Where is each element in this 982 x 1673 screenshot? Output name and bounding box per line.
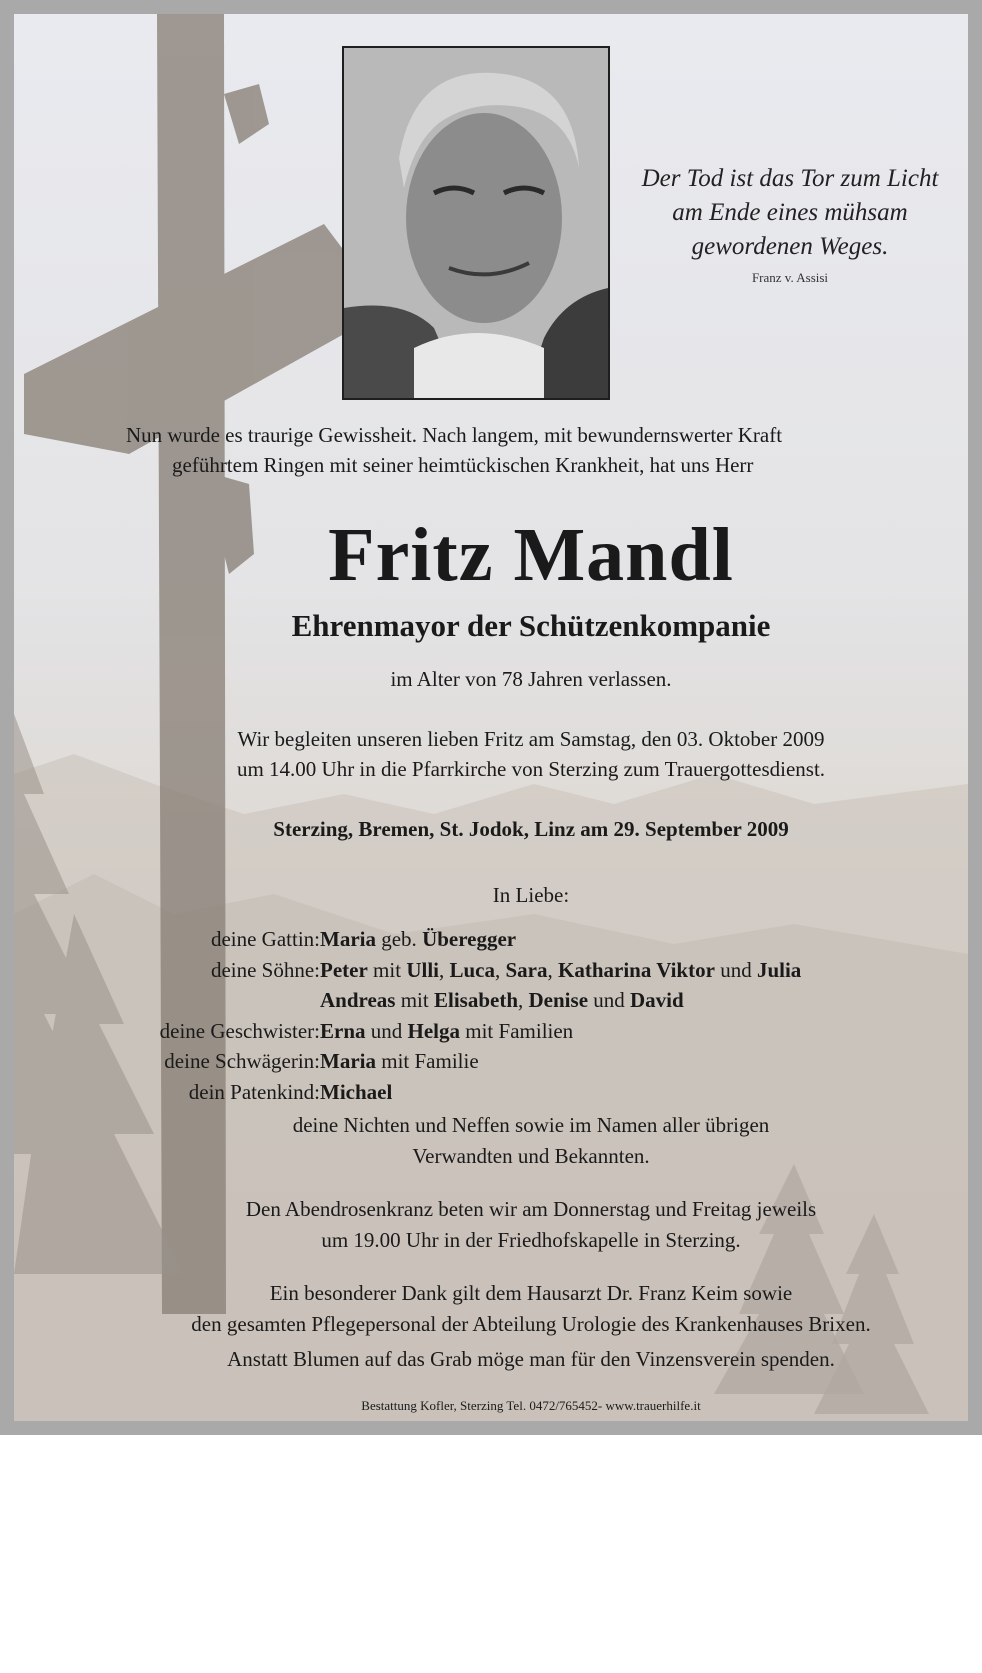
- others-line: deine Nichten und Neffen sowie im Namen aller übrigen: [292, 1113, 770, 1137]
- flowers-note: [14, 1344, 968, 1375]
- mourner-row-geschwister: [14, 1016, 968, 1047]
- intro-text: [126, 420, 966, 480]
- mourner-label: deine Geschwister:: [159, 1018, 320, 1043]
- quote-block: [620, 162, 960, 286]
- flowers-line: Anstatt Blumen auf das Grab möge man für den Vinzensverein spenden.: [227, 1347, 835, 1371]
- others-line: Verwandten und Bekannten.: [412, 1143, 650, 1168]
- quote-line: Der Tod ist das Tor zum Licht: [641, 165, 939, 192]
- quote-line: am Ende eines mühsam: [672, 199, 908, 226]
- mourner-row-soehne: [14, 955, 968, 986]
- others-lines: [14, 1110, 968, 1171]
- portrait-photo: [342, 46, 610, 400]
- funeral-info: [14, 724, 968, 784]
- notice-paper: [14, 14, 968, 1421]
- thanks-line: den gesamten Pflegepersonal der Abteilung Urologie des Krankenhauses Brixen.: [191, 1311, 871, 1336]
- mourner-label: dein Patenkind:: [188, 1079, 320, 1104]
- mourner-label: deine Schwägerin:: [164, 1049, 320, 1073]
- mourner-row-patenkind: [14, 1077, 968, 1108]
- mourner-row-schwaegerin: [14, 1046, 968, 1077]
- funeral-home-footer: Bestattung Kofler, Sterzing Tel. 0472/765452- www.trauerhilfe.it: [361, 1398, 701, 1413]
- rosary-line: um 19.00 Uhr in der Friedhofskapelle in Sterzing.: [321, 1227, 741, 1252]
- mourner-names: Andreas mit Elisabeth, Denise und David: [320, 988, 684, 1012]
- thanks-line: Ein besonderer Dank gilt dem Hausarzt Dr. Franz Keim sowie: [269, 1281, 793, 1305]
- funeral-line: um 14.00 Uhr in die Pfarrkirche von Sterzing zum Trauergottesdienst.: [236, 757, 826, 781]
- mourner-names: Erna und Helga mit Familien: [320, 1018, 574, 1043]
- place-date: Sterzing, Bremen, St. Jodok, Linz am 29. September 2009: [273, 817, 789, 841]
- intro-line: Nun wurde es traurige Gewissheit. Nach langem, mit bewundernswerter Kraft: [126, 423, 783, 447]
- thanks-info: [14, 1278, 968, 1339]
- mourner-row-soehne-2: [14, 985, 968, 1016]
- mourner-names: Maria geb. Überegger: [320, 927, 517, 951]
- mourner-names: Michael: [320, 1079, 393, 1104]
- mourner-names: Maria mit Familie: [320, 1049, 479, 1073]
- quote-line: gewordenen Weges.: [691, 233, 889, 260]
- mourner-label: deine Söhne:: [210, 957, 320, 982]
- deceased-role: Ehrenmayor der Schützenkompanie: [291, 608, 771, 643]
- rosary-line: Den Abendrosenkranz beten wir am Donnerstag und Freitag jeweils: [245, 1197, 817, 1221]
- mourner-names: Peter mit Ulli, Luca, Sara, Katharina Viktor und Julia: [320, 957, 802, 982]
- rosary-info: [14, 1194, 968, 1255]
- quote-author: Franz v. Assisi: [751, 270, 829, 285]
- funeral-line: Wir begleiten unseren lieben Fritz am Samstag, den 03. Oktober 2009: [237, 727, 825, 751]
- mourner-row-gattin: [14, 924, 968, 955]
- portrait-illustration: [344, 48, 608, 398]
- intro-line: geführtem Ringen mit seiner heimtückischen Krankheit, hat uns Herr: [172, 453, 754, 477]
- in-liebe-heading: In Liebe:: [492, 883, 570, 907]
- mourners-list: [14, 924, 968, 1107]
- age-line: im Alter von 78 Jahren verlassen.: [390, 667, 672, 691]
- mourner-label: deine Gattin:: [210, 927, 320, 951]
- deceased-name: Fritz Mandl: [328, 513, 734, 597]
